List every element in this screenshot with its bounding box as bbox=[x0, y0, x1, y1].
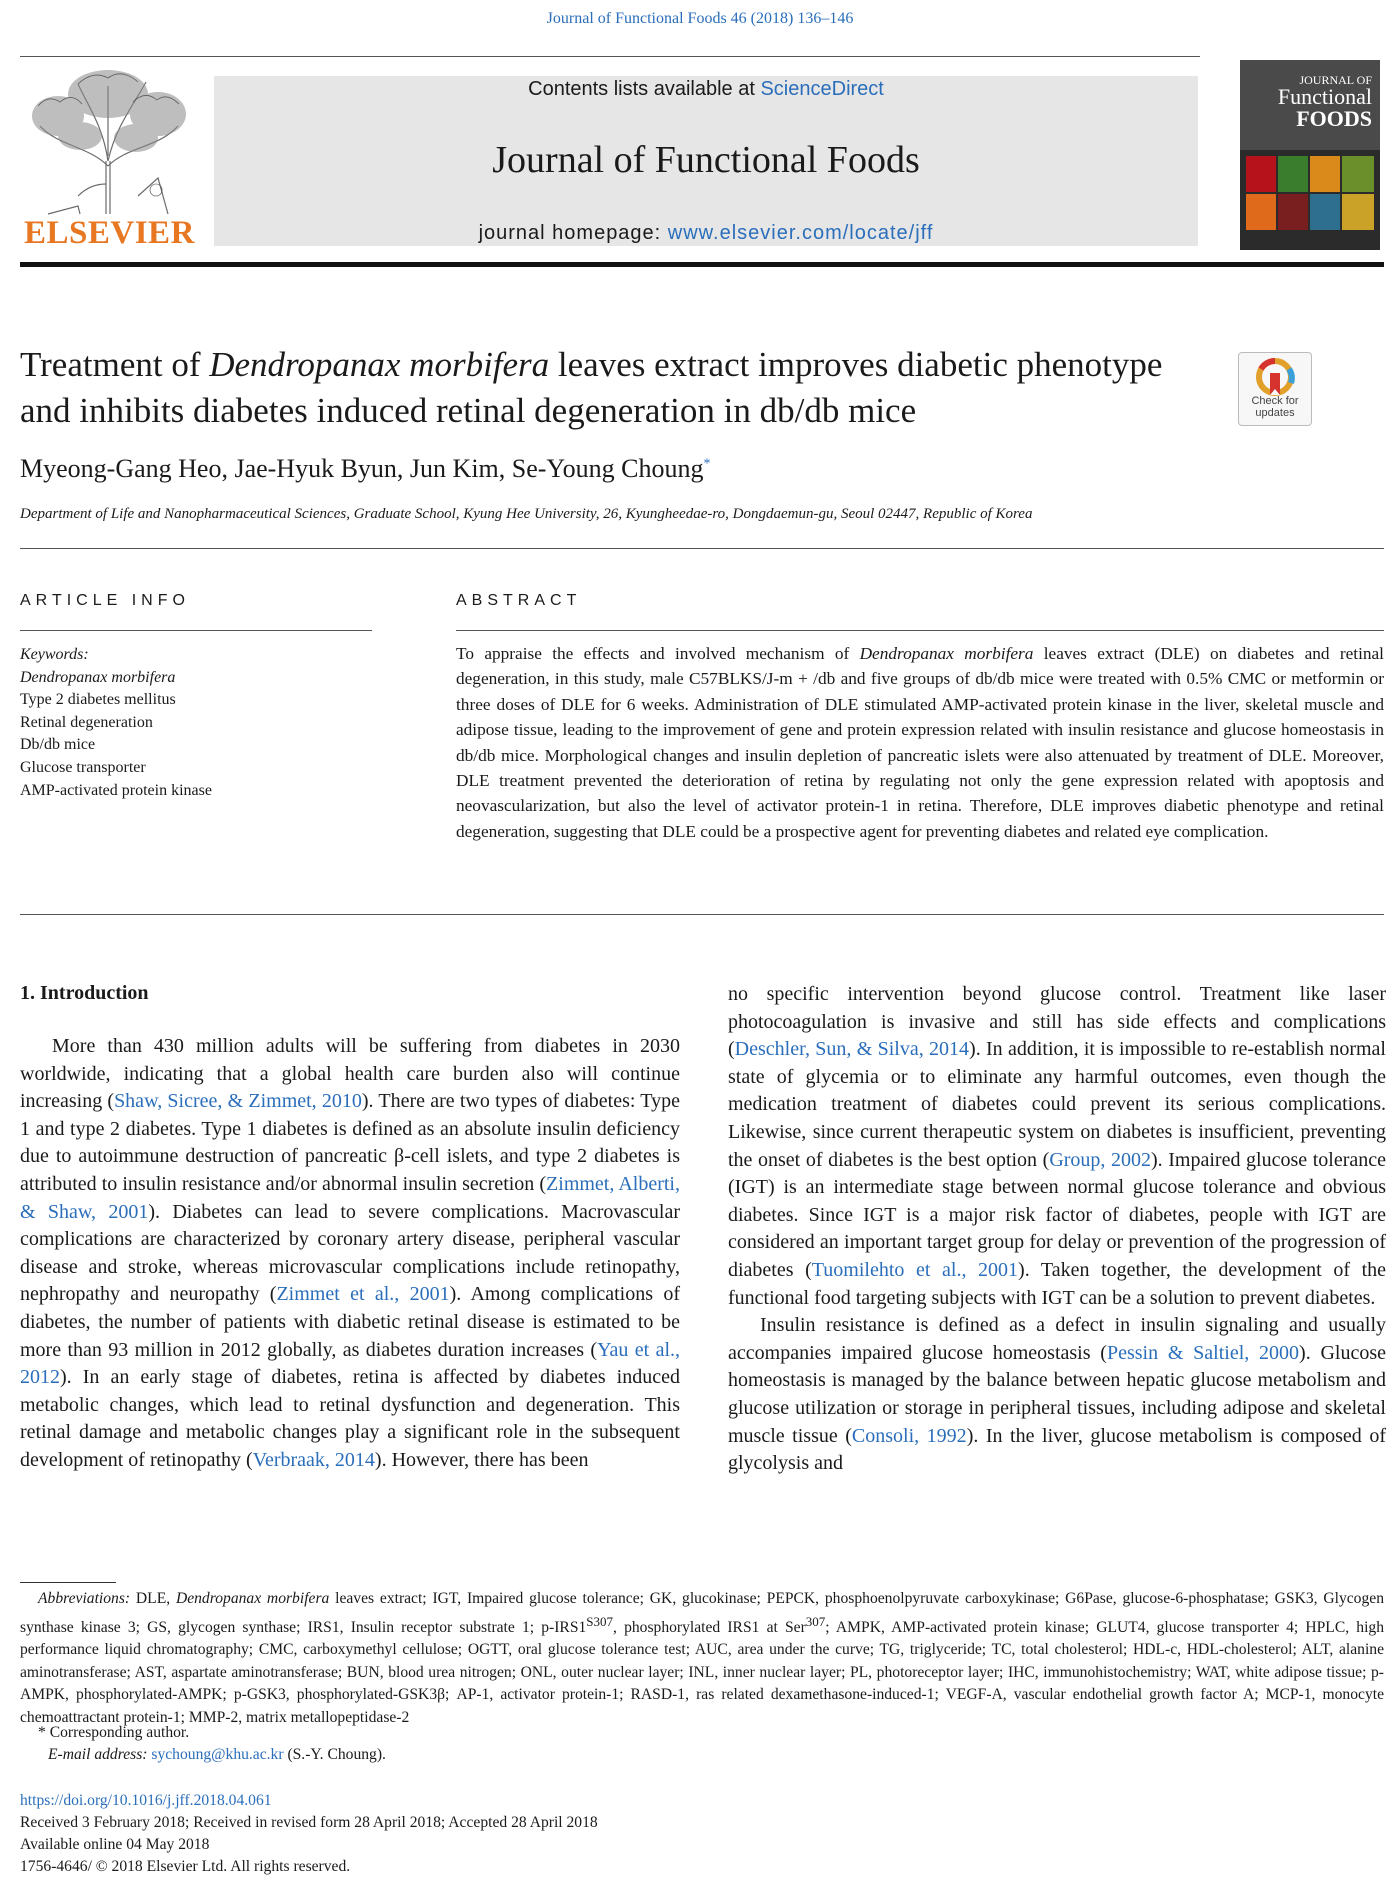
affiliation: Department of Life and Nanopharmaceutical Sciences, Graduate School, Kyung Hee University, 26, Kyungheedae-ro, Dongdaemun-gu, Seoul 02447, Republic of Korea bbox=[20, 506, 1033, 522]
journal-name: Journal of Functional Foods bbox=[492, 139, 920, 181]
citation-link[interactable]: Shaw, Sicree, & Zimmet, 2010 bbox=[114, 1090, 362, 1113]
author-list: Myeong-Gang Heo, Jae-Hyuk Byun, Jun Kim, Se-Young Choung* bbox=[20, 454, 711, 483]
elsevier-wordmark: ELSEVIER bbox=[24, 215, 195, 251]
citation-link[interactable]: Pessin & Saltiel, 2000 bbox=[1106, 1341, 1300, 1364]
keywords-label: Keywords: bbox=[20, 646, 89, 663]
journal-homepage-link[interactable]: www.elsevier.com/locate/jff bbox=[667, 222, 934, 244]
keyword-item: Type 2 diabetes mellitus bbox=[20, 691, 176, 709]
journal-banner bbox=[214, 76, 1198, 246]
keyword-item: Dendropanax morbifera bbox=[20, 668, 176, 686]
elsevier-tree-icon bbox=[18, 66, 198, 216]
journal-cover-thumbnail[interactable] bbox=[1240, 60, 1380, 250]
keywords-list bbox=[20, 644, 212, 802]
article-info-rule bbox=[20, 630, 372, 631]
email-line: E-mail address: sychoung@khu.ac.kr (S.-Y. Choung). bbox=[48, 1746, 386, 1763]
citation-link[interactable]: Zimmet, Alberti, & Shaw, 2001 bbox=[20, 1172, 680, 1223]
cover-title bbox=[1278, 74, 1372, 130]
email-link[interactable]: sychoung@khu.ac.kr bbox=[151, 1746, 284, 1763]
check-for-updates-button[interactable] bbox=[1238, 352, 1312, 426]
article-info-heading: ARTICLE INFO bbox=[20, 592, 190, 609]
abstract-end-rule bbox=[20, 914, 1384, 915]
citation-link[interactable]: Verbraak, 2014 bbox=[252, 1448, 375, 1471]
body-paragraph: no specific intervention beyond glucose control. Treatment like laser photocoagulation is invasive and still has side effects and complications (Deschler, Sun, & Silva, 2014). In addition, it is impossible to re-establish normal state of glycemia or to eliminate any harmful outcomes, even though the medication treatment of diabetes could prevent its serious complications. Likewise, since current therapeutic system on diabetes is insufficient, preventing the onset of diabetes is the best option (Group, 2002). Impaired glucose tolerance (IGT) is an intermediate stage between normal glucose tolerance and obvious diabetes. Since IGT is a major risk factor of diabetes, people with IGT are considered an important target group for delay or prevention of the progression of diabetes (Tuomilehto et al., 2001). Taken together, the development of the functional food targeting subjects with IGT can be a solution to prevent diabetes. bbox=[728, 983, 1387, 1309]
keyword-item: AMP-activated protein kinase bbox=[20, 781, 212, 799]
corresponding-author-marker[interactable]: * bbox=[703, 456, 711, 472]
sciencedirect-link[interactable]: ScienceDirect bbox=[760, 78, 884, 100]
citation-link[interactable]: Consoli, 1992 bbox=[851, 1424, 967, 1447]
cover-title-line1: JOURNAL OF bbox=[1299, 73, 1372, 87]
available-online-date: Available online 04 May 2018 bbox=[20, 1836, 210, 1853]
homepage-prefix: journal homepage: bbox=[478, 222, 668, 244]
received-dates: Received 3 February 2018; Received in revised form 28 April 2018; Accepted 28 April 2018 bbox=[20, 1814, 598, 1831]
abstract-heading: ABSTRACT bbox=[456, 592, 582, 609]
citation-link[interactable]: Deschler, Sun, & Silva, 2014 bbox=[734, 1038, 970, 1061]
abbreviations-footnote: Abbreviations: DLE, Dendropanax morbifera leaves extract; IGT, Impaired glucose tolerance; GK, glucokinase; PEPCK, phosphoenolpyruvate carboxykinase; G6Pase, glucose-6-phosphatase; GSK3, Glycogen synthase kinase 3; GS, glycogen synthase; IRS1, Insulin receptor substrate 1; $p-IRS1^{S307}$, phosphorylated IRS1 at Ser$^{307}$; AMPK, AMP-activated protein kinase; GLUT4, glucose transporter 4; HPLC, high performance liquid chromatography; CMC, carboxymethyl cellulose; OGTT, oral glucose tolerance test; AUC, area under the curve; TG, triglyceride; TC, total cholesterol; HDL-c, HDL-cholesterol; ALT, alanine aminotransferase; AST, aspartate aminotransferase; BUN, blood urea nitrogen; ONL, outer nuclear layer; INL, inner nuclear layer; PL, photoreceptor layer; IHC, immunohistochemistry; WAT, white adipose tissue; p-AMPK, phosphorylated-AMPK; p-GSK3, phosphorylated-GSK3β; AP-1, activator protein-1; RASD-1, ras related dexamethasone-induced-1; VEGF-A, vascular endothelial growth factor A; MCP-1, monocyte chemoattractant protein-1; MMP-2, matrix metallopeptidase-2 bbox=[20, 1590, 1384, 1726]
keyword-item: Db/db mice bbox=[20, 736, 96, 754]
body-paragraph: More than 430 million adults will be suffering from diabetes in 2030 worldwide, indicating that a global health care burden also will continue increasing (Shaw, Sicree, & Zimmet, 2010). There are two types of diabetes: Type 1 and type 2 diabetes. Type 1 diabetes is defined as an absolute insulin deficiency due to autoimmune destruction of pancreatic β-cell islets, and type 2 diabetes is attributed to insulin resistance and/or abnormal insulin secretion (Zimmet, Alberti, & Shaw, 2001). Diabetes can lead to severe complications. Macrovascular complications are characterized by coronary artery disease, peripheral vascular disease and stroke, whereas microvascular complications include retinopathy, nephropathy and neuropathy (Zimmet et al., 2001). Among complications of diabetes, the number of patients with diabetic retinal disease is estimated to be more than 93 million in 2012 globally, as diabetes duration increases (Yau et al., 2012). In an early stage of diabetes, retina is affected by diabetes induced metabolic changes, which lead to retinal dysfunction and degeneration. This retinal damage and metabolic changes play a significant role in the subsequent development of retinopathy (Verbraak, 2014). However, there has been bbox=[20, 1035, 681, 1471]
cover-title-line2: Functional bbox=[1277, 84, 1372, 109]
citation-link[interactable]: Yau et al., 2012 bbox=[20, 1338, 681, 1389]
corresponding-author-note: * Corresponding author. bbox=[38, 1724, 190, 1741]
body-column-right bbox=[728, 981, 1386, 1478]
contents-prefix: Contents lists available at bbox=[528, 78, 761, 100]
section-rule bbox=[20, 548, 1384, 549]
contents-line bbox=[214, 78, 1198, 101]
crossmark-label: Check for updates bbox=[1251, 395, 1299, 419]
citation-link[interactable]: Tuomilehto et al., 2001 bbox=[811, 1258, 1019, 1281]
article-title: Treatment of Dendropanax morbifera leaves extract improves diabetic phenotype and inhibits diabetes induced retinal degeneration in db/db mice bbox=[20, 345, 1163, 430]
introduction-heading: 1. Introduction bbox=[20, 982, 149, 1004]
cover-title-line3: FOODS bbox=[1296, 106, 1372, 131]
elsevier-logo bbox=[18, 66, 198, 252]
abstract-rule bbox=[456, 630, 1384, 631]
header-rule bbox=[20, 56, 1200, 57]
body-column-left bbox=[20, 1033, 680, 1475]
citation-link[interactable]: Zimmet et al., 2001 bbox=[276, 1283, 450, 1306]
title-species: Dendropanax morbifera bbox=[209, 345, 550, 384]
doi-link[interactable]: https://doi.org/10.1016/j.jff.2018.04.061 bbox=[20, 1792, 272, 1809]
abstract-body: To appraise the effects and involved mechanism of Dendropanax morbifera leaves extract (DLE) on diabetes and retinal degeneration, in this study, male C57BLKS/J-m + /db and five groups of db/db mice were treated with 0.5% CMC or metformin or three doses of DLE for 6 weeks. Administration of DLE stimulated AMP-activated protein kinase in the liver, skeletal muscle and adipose tissue, leading to the improvement of gene and protein expression related with insulin resistance and glucose homeostasis in db/db mice. Morphological changes and insulin depletion of pancreatic islets were also attenuated by treatment of DLE. Moreover, DLE treatment prevented the deterioration of retina by regulating not only the gene expression related with apoptosis and neovascularization, but also the level of activator protein-1 in retina. Therefore, DLE improves diabetic phenotype and retinal degeneration, suggesting that DLE could be a prospective agent for preventing diabetes and related eye complication. bbox=[456, 644, 1384, 841]
citation-link[interactable]: Group, 2002 bbox=[1049, 1148, 1152, 1171]
body-paragraph: Insulin resistance is defined as a defect in insulin signaling and usually accompanies impaired glucose homeostasis (Pessin & Saltiel, 2000). Glucose homeostasis is managed by the balance between hepatic glucose metabolism and glucose utilization or storage in peripheral tissues, including adipose and skeletal muscle tissue (Consoli, 1992). In the liver, glucose metabolism is composed of glycolysis and bbox=[728, 1314, 1386, 1475]
homepage-line bbox=[214, 222, 1198, 245]
keyword-item: Retinal degeneration bbox=[20, 713, 153, 731]
issn-copyright: 1756-4646/ © 2018 Elsevier Ltd. All rights reserved. bbox=[20, 1858, 351, 1875]
header-thick-rule bbox=[20, 262, 1384, 267]
keyword-item: Glucose transporter bbox=[20, 758, 146, 776]
journal-reference-link[interactable]: Journal of Functional Foods 46 (2018) 136–146 bbox=[546, 10, 854, 27]
footnote-rule bbox=[20, 1582, 116, 1583]
